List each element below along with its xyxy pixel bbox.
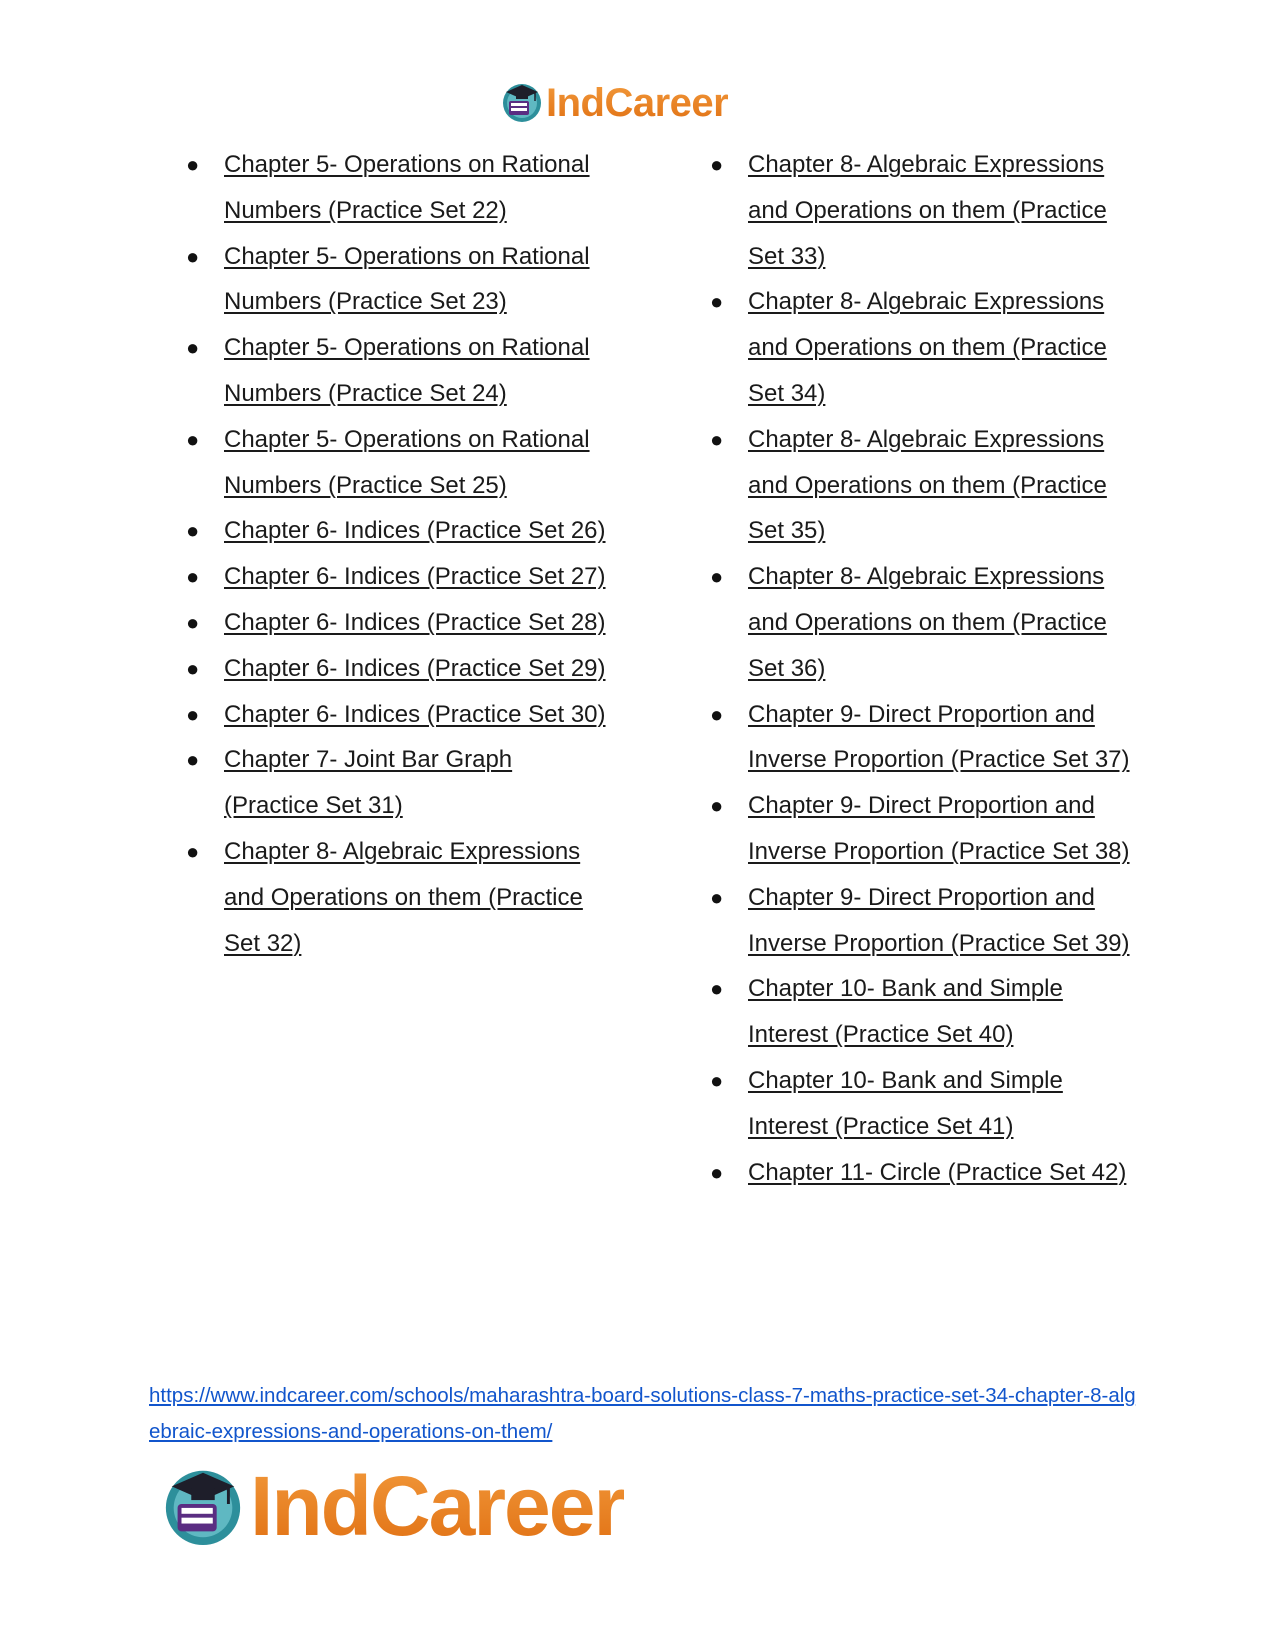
list-item (710, 875, 1140, 967)
practice-set-link[interactable]: Chapter 5- Operations on Rational Numbers (Practice Set 25) (224, 425, 590, 499)
practice-set-link[interactable]: Chapter 5- Operations on Rational Numbers (Practice Set 22) (224, 151, 590, 224)
practice-set-link[interactable]: Chapter 6- Indices (Practice Set 28) (224, 608, 606, 636)
list-item (710, 966, 1140, 1058)
list-item (186, 600, 606, 646)
brand-wordmark: IndCareer (546, 80, 729, 125)
bullet-icon: ● (710, 976, 724, 1002)
bullet-icon: ● (710, 289, 724, 315)
right-link-list (710, 142, 1140, 1195)
practice-set-link[interactable]: Chapter 5- Operations on Rational Numbers (Practice Set 23) (224, 242, 590, 316)
bullet-icon: ● (186, 701, 200, 727)
practice-set-link[interactable]: Chapter 8- Algebraic Expressions and Operations on them (Practice Set 33) (748, 151, 1107, 270)
practice-set-link[interactable]: Chapter 9- Direct Proportion and Inverse Proportion (Practice Set 38) (748, 792, 1130, 865)
practice-set-link[interactable]: Chapter 6- Indices (Practice Set 30) (224, 700, 606, 728)
list-item (710, 1058, 1140, 1150)
practice-set-link[interactable]: Chapter 7- Joint Bar Graph (Practice Set 31) (224, 746, 513, 820)
practice-set-link[interactable]: Chapter 6- Indices (Practice Set 27) (224, 563, 606, 591)
list-item (710, 554, 1140, 691)
list-item (710, 692, 1140, 784)
list-item (710, 279, 1140, 416)
bullet-icon: ● (186, 518, 200, 544)
bullet-icon: ● (186, 243, 200, 269)
list-item (186, 234, 606, 326)
bullet-icon: ● (710, 564, 724, 590)
list-item (186, 737, 606, 829)
practice-set-link[interactable]: Chapter 11- Circle (Practice Set 42) (748, 1158, 1127, 1186)
bullet-icon: ● (186, 655, 200, 681)
list-item (186, 142, 606, 234)
bullet-icon: ● (186, 747, 200, 773)
bullet-icon: ● (710, 1159, 724, 1185)
bullet-icon: ● (710, 884, 724, 910)
bullet-icon: ● (186, 152, 200, 177)
list-item (710, 142, 1140, 279)
bullet-icon: ● (710, 152, 724, 177)
list-item (186, 692, 606, 738)
bullet-icon: ● (186, 564, 200, 590)
practice-set-link[interactable]: Chapter 10- Bank and Simple Interest (Practice Set 40) (748, 975, 1063, 1049)
graduation-cap-book-icon (500, 79, 544, 128)
bullet-icon: ● (186, 335, 200, 361)
practice-set-link[interactable]: Chapter 6- Indices (Practice Set 29) (224, 654, 606, 682)
bullet-icon: ● (710, 1067, 724, 1093)
practice-set-link[interactable]: Chapter 10- Bank and Simple Interest (Practice Set 41) (748, 1066, 1063, 1140)
list-item (186, 508, 606, 554)
graduation-cap-book-icon (160, 1461, 246, 1552)
list-item (710, 1150, 1140, 1196)
page-url-link[interactable]: https://www.indcareer.com/schools/maharashtra-board-solutions-class-7-maths-practice-set-34-chapter-8-algebraic-expressions-and-operations-on-them/ (149, 1384, 1136, 1443)
list-item (186, 325, 606, 417)
practice-set-link[interactable]: Chapter 9- Direct Proportion and Inverse Proportion (Practice Set 37) (748, 700, 1130, 774)
footer-logo (160, 1460, 624, 1552)
list-item (710, 417, 1140, 554)
practice-set-link[interactable]: Chapter 8- Algebraic Expressions and Operations on them (Practice Set 34) (748, 288, 1107, 407)
practice-set-link[interactable]: Chapter 8- Algebraic Expressions and Operations on them (Practice Set 36) (748, 563, 1107, 682)
bullet-icon: ● (710, 426, 724, 452)
list-item (186, 829, 606, 966)
list-item (186, 646, 606, 692)
practice-set-link[interactable]: Chapter 9- Direct Proportion and Inverse Proportion (Practice Set 39) (748, 883, 1130, 957)
bullet-icon: ● (186, 609, 200, 635)
practice-set-link[interactable]: Chapter 8- Algebraic Expressions and Operations on them (Practice Set 35) (748, 425, 1107, 545)
practice-set-link[interactable]: Chapter 5- Operations on Rational Numbers (Practice Set 24) (224, 334, 590, 407)
bullet-icon: ● (710, 701, 724, 727)
bullet-icon: ● (186, 426, 200, 452)
left-link-list (186, 142, 606, 966)
brand-wordmark: IndCareer (250, 1458, 625, 1553)
header-logo (500, 76, 728, 130)
practice-set-link[interactable]: Chapter 8- Algebraic Expressions and Operations on them (Practice Set 32) (224, 837, 583, 957)
list-item (710, 783, 1140, 875)
list-item (186, 417, 606, 509)
practice-set-link[interactable]: Chapter 6- Indices (Practice Set 26) (224, 517, 606, 545)
list-item (186, 554, 606, 600)
bullet-icon: ● (186, 838, 200, 864)
bullet-icon: ● (710, 793, 724, 819)
